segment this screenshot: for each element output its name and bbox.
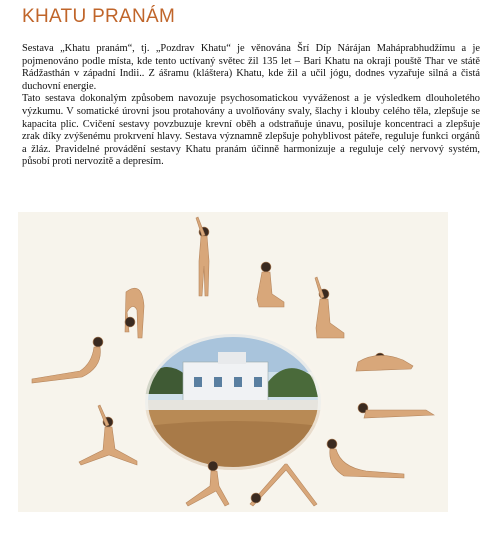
intro-text xyxy=(22,43,480,169)
yoga-sequence-svg xyxy=(18,212,448,512)
pose-lunge-arms-up xyxy=(79,405,137,465)
pose-child xyxy=(356,353,413,371)
paragraph-2: Tato sestava dokonalým způsobem navozuje psychosomatickou vyváženost a je výsledkem dlouholetého výzkumu. V somatické úrovni jsou protahovány a uvolňovány svaly, šlachy i klouby celého těla, zlepšuje se kapacita plic. Cvičení sestavy povzbuzuje krevní oběh a odstraňuje únavu, posiluje koncentraci a zlepšuje zrak díky zvýšenému prokrvení hlavy. Sestava významně zlepšuje pohyblivost páteře, reguluje funkci orgánů a žláz. Pravidelné provádění sestavy Khatu pranám účinně harmonizuje a reguluje celý nervový systém, působí proti nervozitě a depresím. xyxy=(22,93,480,168)
pose-cobra xyxy=(327,439,404,478)
pose-downward-dog xyxy=(250,464,317,506)
pose-cobra-left xyxy=(32,337,103,383)
pose-kneeling-arms-up xyxy=(315,277,344,338)
yoga-sequence-illustration xyxy=(18,212,448,512)
ashram-photo xyxy=(138,327,328,480)
pose-standing-arms-up xyxy=(196,217,209,296)
page-title: KHATU PRANÁM xyxy=(22,6,176,27)
pose-forward-bend xyxy=(125,288,144,338)
pose-kneeling xyxy=(257,262,284,307)
pose-prone-back-bend xyxy=(358,403,434,418)
paragraph-1: Sestava „Khatu pranám“, tj. „Pozdrav Khatu“ je věnována Šrí Díp Nárájan Maháprabhudžímu a je pojmenováno podle místa, kde tento uctívaný světec žil 135 let – Bari Khatu na okraji pouště Thar ve státě Rádžasthán v západní Indii.. Z ášramu (kláštera) Khatu, kde žil a učil jógu, dodnes vyzařuje silná a čistá duchovní energie. xyxy=(22,43,480,92)
